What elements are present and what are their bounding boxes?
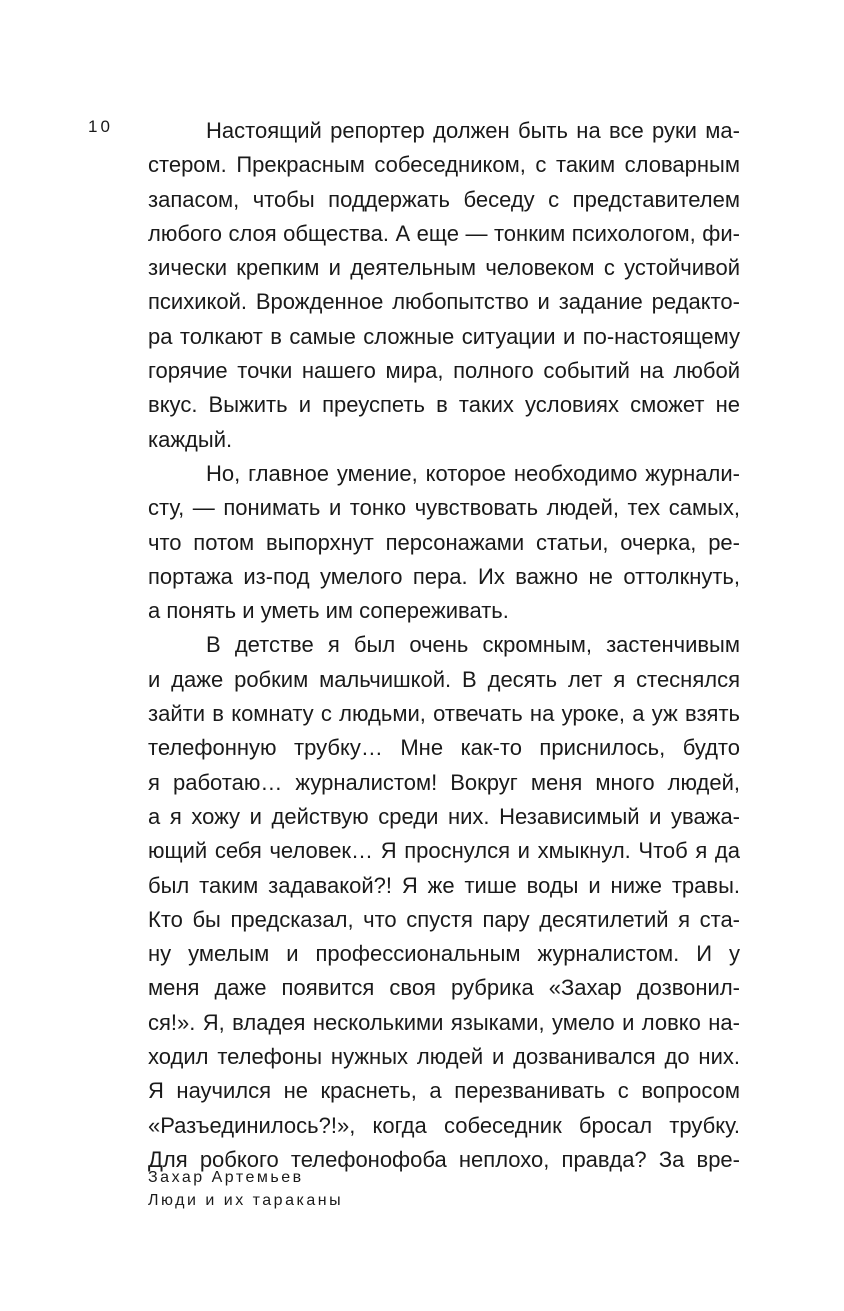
text-line: любого слоя общества. А еще — тонким психологом, фи- — [148, 220, 740, 246]
text-line: Но, главное умение, которое необходимо журнали- — [206, 460, 740, 486]
footer-book-title: Люди и их тараканы — [148, 1192, 344, 1209]
text-line: психикой. Врожденное любопытство и задание редакто- — [148, 289, 740, 315]
text-line: «Разъединилось?!», когда собеседник бросал трубку. — [148, 1112, 740, 1138]
text-line: сту, — понимать и тонко чувствовать людей, тех самых, — [148, 495, 740, 521]
text-line: портажа из-под умелого пера. Их важно не оттолкнуть, — [148, 563, 740, 589]
text-line: Для робкого телефонофоба неплохо, правда? За вре- — [148, 1146, 740, 1172]
text-line: Кто бы предсказал, что спустя пару десятилетий я ста- — [148, 906, 740, 932]
text-line: Настоящий репортер должен быть на все руки ма- — [206, 118, 740, 143]
running-footer — [148, 1166, 343, 1212]
text-line: ся!». Я, владея несколькими языками, умело и ловко на- — [148, 1009, 740, 1035]
text-line: зически крепким и деятельным человеком с устойчивой — [148, 255, 740, 281]
text-line: ра толкают в самые сложные ситуации и по-настоящему — [148, 323, 740, 349]
text-line: горячие точки нашего мира, полного событий на любой — [148, 358, 740, 384]
text-line: ходил телефоны нужных людей и дозванивался до них. — [148, 1044, 740, 1070]
text-line: каждый. — [148, 426, 233, 452]
text-line: стером. Прекрасным собеседником, с таким словарным — [148, 152, 740, 178]
text-line: а понять и уметь им сопереживать. — [148, 598, 509, 624]
text-line: меня даже появится своя рубрика «Захар дозвонил- — [148, 975, 740, 1001]
text-line: и даже робким мальчишкой. В десять лет я стеснялся — [148, 666, 740, 692]
text-line: В детстве я был очень скромным, застенчивым — [206, 632, 740, 658]
text-line: а я хожу и действую среди них. Независимый и уважа- — [148, 803, 740, 829]
text-line: вкус. Выжить и преуспеть в таких условиях сможет не — [148, 392, 740, 418]
footer-author: Захар Артемьев — [148, 1169, 304, 1186]
text-line: я работаю… журналистом! Вокруг меня много людей, — [148, 769, 740, 795]
text-line: Я научился не краснеть, а перезванивать с вопросом — [148, 1078, 740, 1104]
text-line: зайти в комнату с людьми, отвечать на уроке, а уж взять — [148, 701, 740, 727]
text-line: был таким задавакой?! Я же тише воды и ниже травы. — [148, 872, 740, 898]
text-line: ющий себя человек… Я проснулся и хмыкнул. Чтоб я да — [148, 838, 740, 864]
page-number: 10 — [88, 117, 113, 136]
body-text — [148, 114, 740, 1177]
text-line: что потом выпорхнут персонажами статьи, очерка, ре- — [148, 529, 740, 555]
text-line: телефонную трубку… Мне как-то приснилось, будто — [148, 735, 740, 761]
text-line: запасом, чтобы поддержать беседу с представителем — [148, 186, 740, 212]
text-line: ну умелым и профессиональным журналистом. И у — [148, 941, 740, 967]
